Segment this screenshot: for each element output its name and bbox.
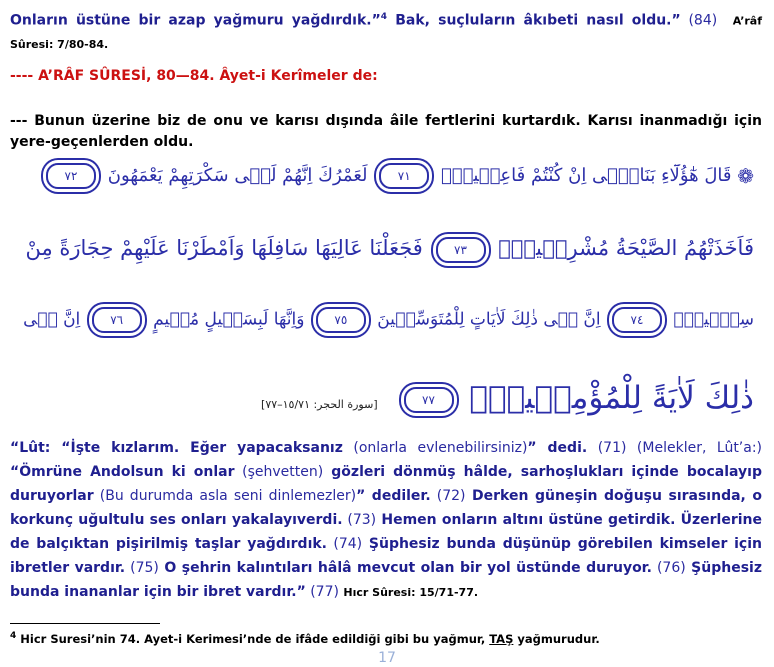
arabic-text: لَعَمْرُكَ اِنَّهُمْ لَف۪ى سَكْرَتِهِمْ يَعْمَهُونَ [107,165,368,186]
translation-text: Şüphesiz bunda inananlar için bir ibret vardır.” [10,560,762,600]
translation-text: Derken güneşin doğuşu sırasında, o korkunç uğultulu ses onları yakalayıverdi. [10,488,762,528]
translation-text: ” dedi. [527,440,588,456]
source-reference: Hıcr Sûresi: 15/71-77. [343,586,479,599]
paragraph-intro: --- Bunun üzerine biz de onu ve karısı dışında âile fertlerini kurtardık. Karısı inanmadığı için yere-geçenlerden oldu. [10,113,762,150]
translation-text: Hemen onların altını üstüne getirdik. Üzerlerine de balçıktan pişirilmiş taşlar yağdırdık. [10,512,762,552]
footnote-number: 4 [10,631,17,641]
footnote-text-end: yağmurudur. [513,631,600,646]
translation-aside: (Melekler, Lût’a:) [626,440,763,456]
footnote [10,631,600,646]
surah-reference: [سورة الحجر: ١٥/٧١–٧٧] [261,398,378,411]
arabic-text: فَاَخَذَتْهُمُ الصَّيْحَةُ مُشْرِق۪ينَۙ [498,236,754,260]
translation-text: “Ömrüne Andolsun ki onlar [10,464,235,480]
arabic-text: سِجّ۪يلٍۜ [673,309,754,330]
ayah-marker-75: ٧٥ [316,307,366,333]
footnote-divider [10,623,160,624]
ayah-marker-71: ٧١ [379,163,429,189]
arabic-line-3 [18,307,754,333]
verse-start-ornament-icon: ❁ [737,164,754,188]
footnote-text: Hicr Suresi’nin 74. Ayet-i Kerimesi’nde de ifâde edildiği gibi bu yağmur, [16,631,490,646]
arabic-text: اِنَّ ف۪ى ذٰلِكَ لَاٰيَاتٍ لِلْمُتَوَسِّم۪ينَ [377,309,601,330]
translation-text: “Lût: “İşte kızlarım. Eğer yapacaksanız [10,440,343,456]
paragraph-quote-araf [10,6,762,56]
arabic-line-4 [18,380,754,416]
ayah-marker-77: ٧٧ [404,387,454,413]
verse-number: (84) [688,12,718,29]
ayah-marker-76: ٧٦ [92,307,142,333]
page-number: 17 [378,650,396,666]
arabic-text: ذٰلِكَ لَاٰيَةً لِلْمُؤْمِن۪ينَۜ [469,380,754,416]
arabic-text: قَالَ هٰٓؤُلَٓاءِ بَنَاتٖٓى اِنْ كُنْتُمْ فَاعِل۪ينَۜ [440,165,732,186]
verse-number: (76) [651,560,686,576]
arabic-text: وَاِنَّهَا لَبِسَب۪يلٍ مُق۪يمٍ [153,309,305,330]
arabic-text: فَجَعَلْنَا عَالِيَهَا سَافِلَهَا وَاَمْطَرْنَا عَلَيْهِمْ حِجَارَةً مِنْ [25,236,423,260]
translation-text: O şehrin kalıntıları hâlâ mevcut olan bir yol üstünde duruyor. [158,560,652,576]
translation-text: ” dediler. [356,488,431,504]
source-reference: A’râf Sûresi: 7/80-84. [10,14,763,51]
ayah-marker-72: ٧٢ [46,163,96,189]
arabic-line-1 [18,163,754,189]
translation-text: gözleri dönmüş hâlde, sarhoşlukları içinde bocalayıp duruyorlar [10,464,763,504]
quote-text: Onların üstüne bir azap yağmuru yağdırdık.” [10,12,381,29]
verse-number: (74) [327,536,363,552]
quote-text-2: Bak, suçluların âkıbeti nasıl oldu.” [387,12,681,29]
verse-number: (72) [430,488,466,504]
verse-number: (71) [587,440,627,456]
footnote-ref[interactable]: 4 [380,12,388,22]
verse-number: (73) [342,512,377,528]
arabic-text: اِنَّ ف۪ى [23,309,81,330]
ayah-marker-74: ٧٤ [612,307,662,333]
verse-number: (77) [305,584,339,600]
arabic-line-2 [18,236,754,263]
translation-aside: (Bu durumda asla seni dinlemezler) [93,488,357,504]
verse-number: (75) [125,560,159,576]
paragraph-translation [10,436,762,605]
section-heading: ---- A’RÂF SÛRESİ, 80—84. Âyet-i Kerîmeler de: [10,68,378,84]
footnote-emphasis: TAŞ [489,631,514,646]
translation-aside: (şehvetten) [234,464,324,480]
translation-text: Şüphesiz bunda düşünüp görebilen kimseler için ibretler vardır. [10,536,762,576]
ayah-marker-73: ٧٣ [436,237,486,263]
translation-aside: (onlarla evlenebilirsiniz) [342,440,528,456]
